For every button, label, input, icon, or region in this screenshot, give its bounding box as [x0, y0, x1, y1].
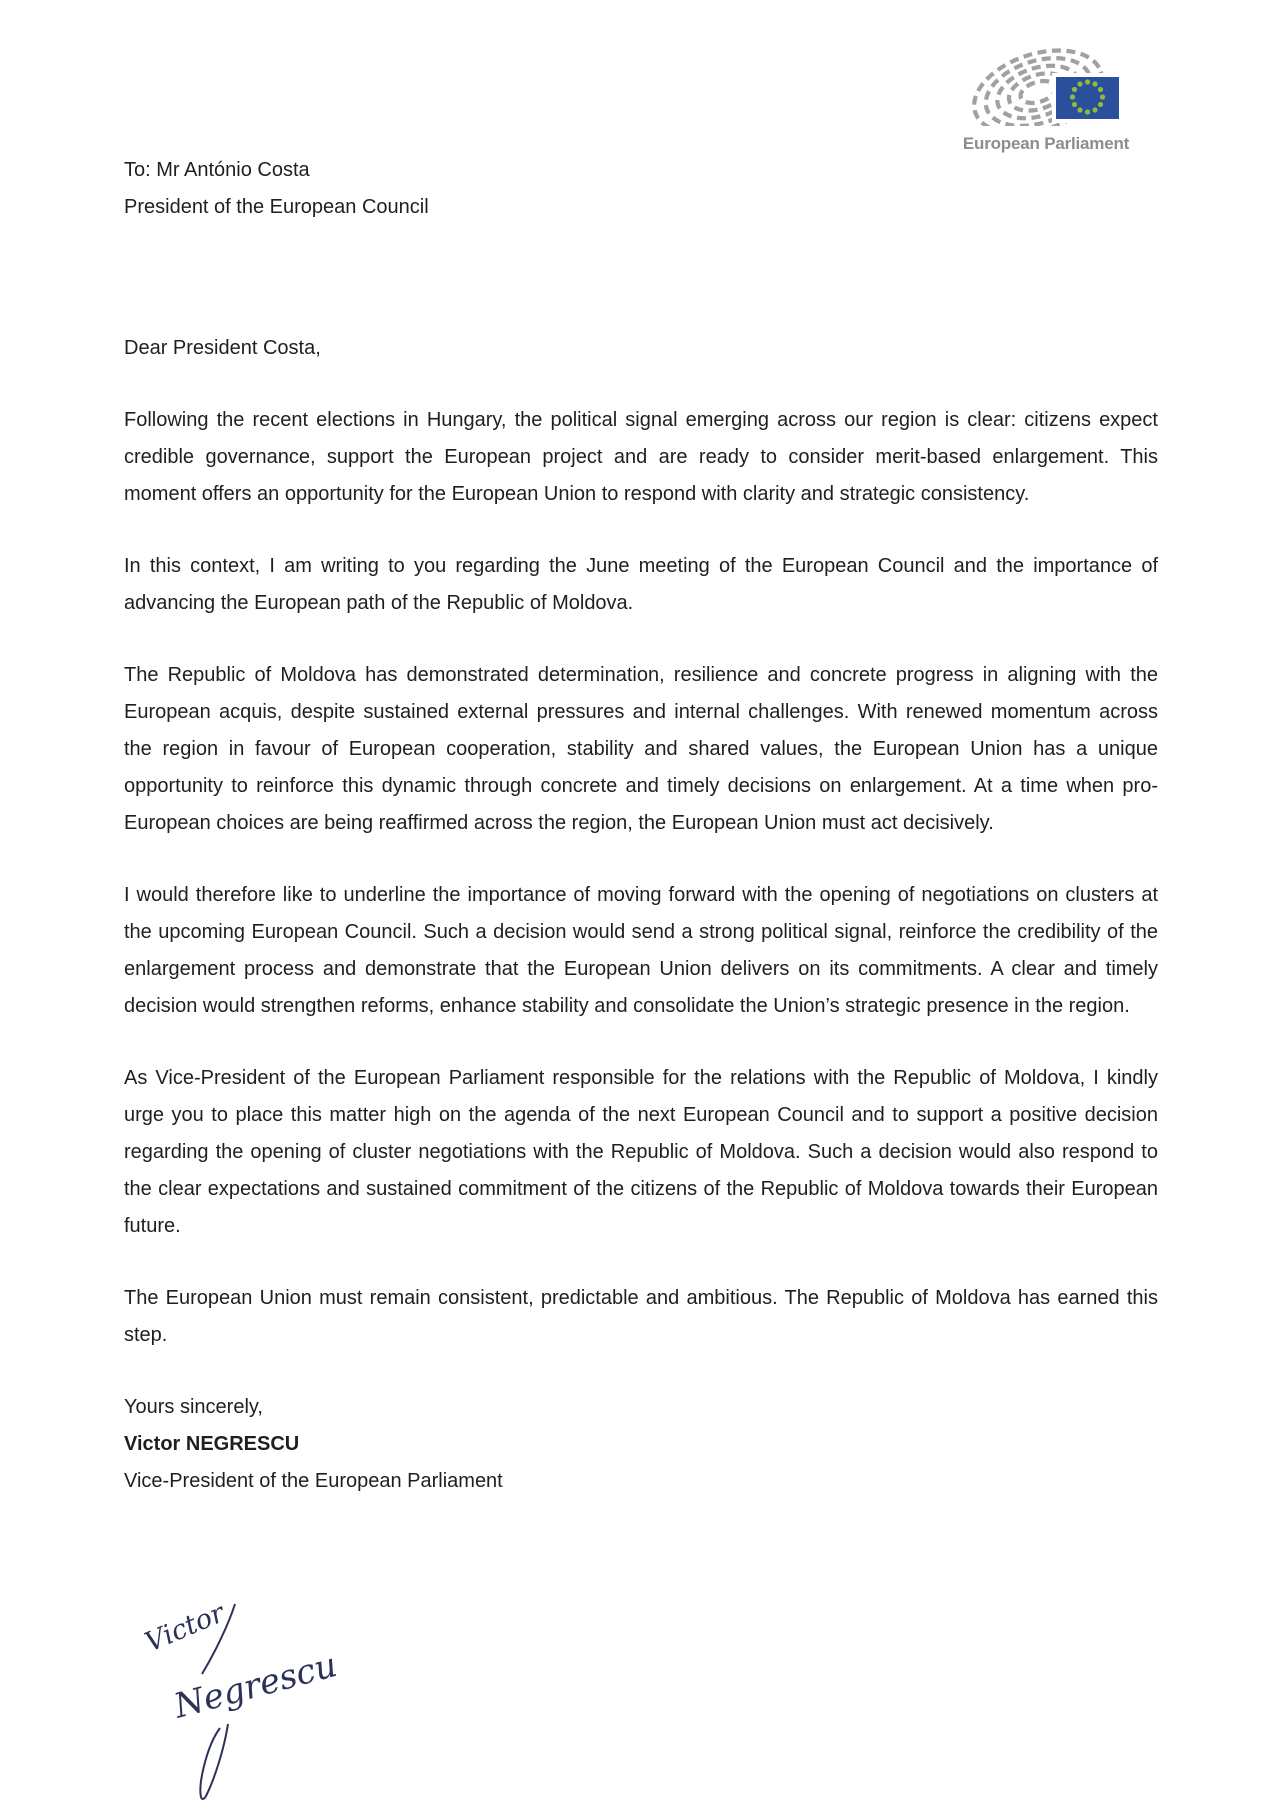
signature-word-negrescu: Negrescu: [169, 1644, 342, 1727]
signer-title: Vice-President of the European Parliament: [124, 1470, 503, 1492]
valediction: Yours sincerely,: [124, 1396, 263, 1418]
closing-block: [124, 1389, 1158, 1500]
logo-caption: European Parliament: [962, 134, 1130, 153]
paragraph-3: The Republic of Moldova has demonstrated determination, resilience and concrete progress in aligning with the European acquis, despite sustained external pressures and internal challenges. With renewed momentum across the region in favour of European cooperation, stability and shared values, the European Union has a unique opportunity to reinforce this dynamic through concrete and timely decisions on enlargement. At a time when pro-European choices are being reaffirmed across the region, the European Union must act decisively.: [124, 664, 1158, 834]
signature-ink: [141, 1598, 341, 1727]
paragraph-4: I would therefore like to underline the importance of moving forward with the opening of negotiations on clusters at the upcoming European Council. Such a decision would send a strong political signal, reinforce the credibility of the enlargement process and demonstrate that the European Union delivers on its commitments. A clear and timely decision would strengthen reforms, enhance stability and consolidate the Union’s strategic presence in the region.: [124, 884, 1158, 1017]
signer-name: Victor NEGRESCU: [124, 1433, 300, 1455]
paragraph-2: In this context, I am writing to you regarding the June meeting of the European Council and the importance of advancing the European path of the Republic of Moldova.: [124, 555, 1158, 614]
paragraph-1: Following the recent elections in Hungary, the political signal emerging across our region is clear: citizens expect credible governance, support the European project and are ready to consider merit-based enlargement. This moment offers an opportunity for the European Union to respond with clarity and strategic consistency.: [124, 409, 1158, 505]
recipient-name: To: Mr António Costa: [124, 159, 310, 181]
paragraph-5: As Vice-President of the European Parliament responsible for the relations with the Republic of Moldova, I kindly urge you to place this matter high on the agenda of the next European Council and to support a positive decision regarding the opening of cluster negotiations with the Republic of Moldova. Such a decision would also respond to the clear expectations and sustained commitment of the citizens of the Republic of Moldova towards their European future.: [124, 1067, 1158, 1237]
recipient-title: President of the European Council: [124, 196, 429, 218]
handwritten-signature: [138, 1598, 378, 1810]
salutation: Dear President Costa,: [124, 337, 321, 359]
recipient-block: [124, 152, 1158, 226]
parliament-hemicycle-icon: [958, 34, 1134, 126]
paragraph-6: The European Union must remain consistent, predictable and ambitious. The Republic of Moldova has earned this step.: [124, 1287, 1158, 1346]
letter-body: [124, 152, 1158, 1500]
european-parliament-logo: [958, 34, 1134, 154]
signature-word-victor: Victor: [140, 1598, 229, 1659]
